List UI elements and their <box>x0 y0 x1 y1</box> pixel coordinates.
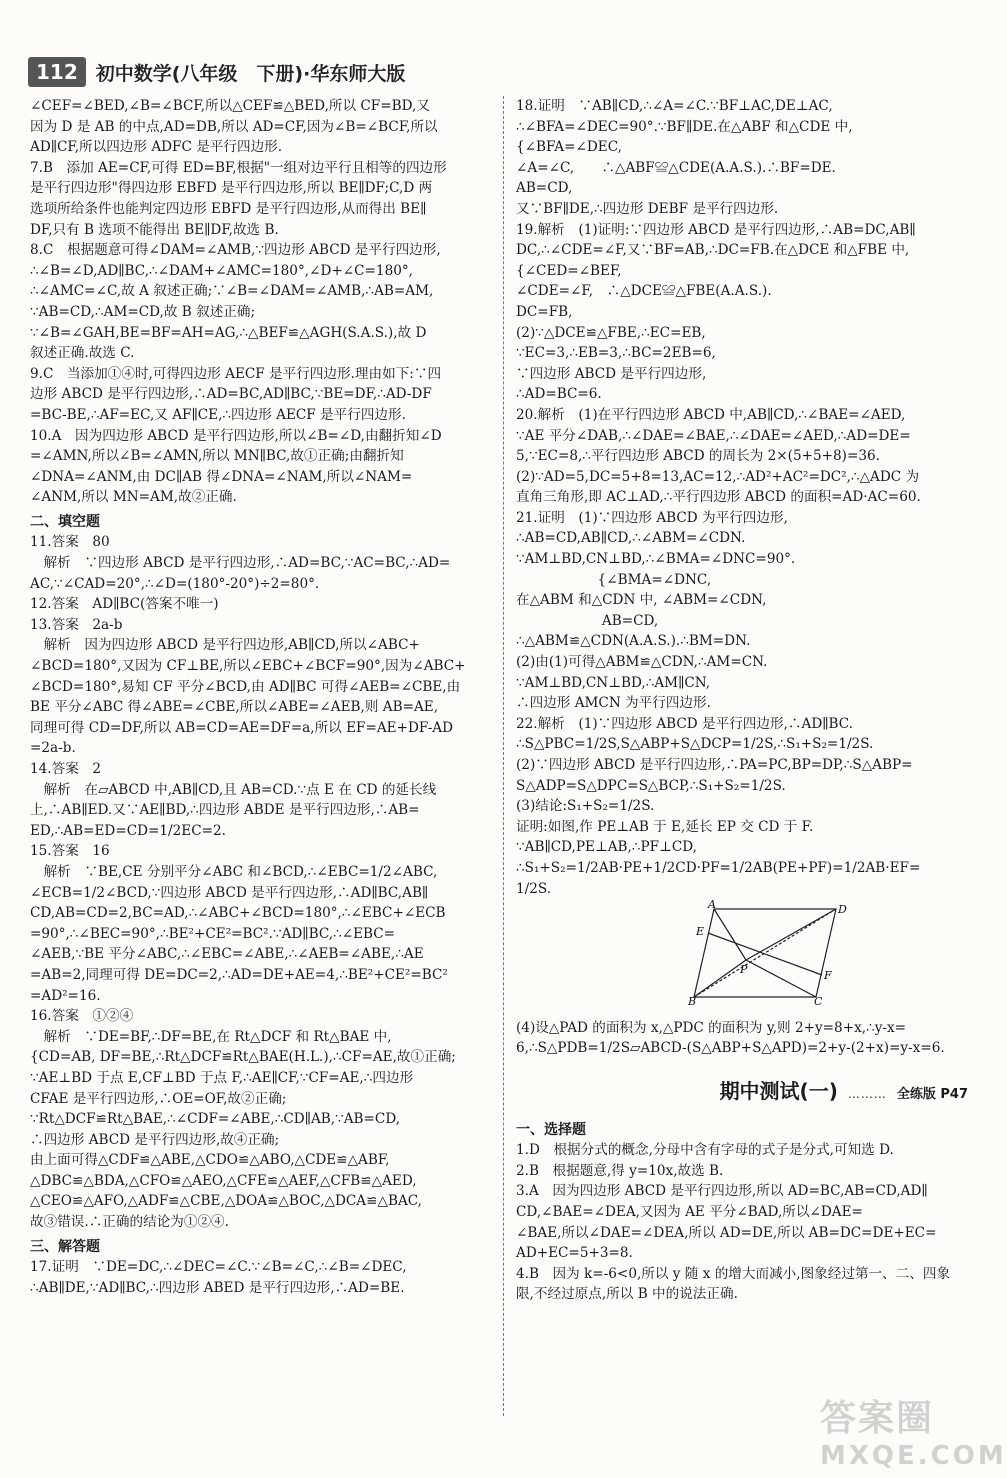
line-AP <box>714 909 746 960</box>
answer-line: ∴∠AMC=∠C,故 A 叙述正确;∵∠B=∠DAM=∠AMB,∴AB=AM, <box>30 283 434 300</box>
column-divider <box>503 96 504 1416</box>
answer-line: 6,∴S△PDB=1/2S▱ABCD-(S△ABP+S△APD)=2+y-(2+x)=y-x=6. <box>516 1040 945 1057</box>
answer-line: {∠BFA=∠DEC, <box>516 139 622 156</box>
answer-line: ∴AB∥DE,∵AD∥BC,∴四边形 ABED 是平行四边形,∴AD=BE. <box>30 1279 405 1296</box>
label-D: D <box>838 903 847 917</box>
answer-line: ∠DNA=∠ANM,由 DC∥AB 得∠DNA=∠NAM,所以∠NAM= <box>30 468 413 485</box>
answer-line: 9.C 当添加①④时,可得四边形 AECF 是平行四边形.理由如下:∵四 <box>30 365 442 382</box>
watermark-url: MXQE.COM <box>820 1441 1007 1471</box>
answer-line: 解析 因为四边形 ABCD 是平行四边形,AB∥CD,所以∠ABC+ <box>30 637 420 654</box>
answer-line: 4.B 因为 k=-6<0,所以 y 随 x 的增大而减小,图象经过第一、二、四象 <box>516 1265 951 1282</box>
answer-line: ∵∠B=∠GAH,BE=BF=AH=AG,∴△BEF≌△AGH(S.A.S.),故 D <box>30 324 427 341</box>
answer-line: ∵AE 平分∠DAB,∴∠DAE=∠BAE,∴∠DAE=∠AED,∴AD=DE= <box>516 427 911 444</box>
label-A: A <box>708 898 716 912</box>
answer-line: 由上面可得△CDF≌△ABE,△CDO≌△ABO,△CDE≌△ABF, <box>30 1152 390 1169</box>
test-section-header <box>516 1078 968 1106</box>
answer-line: {CD=AB, DF=BE,∴Rt△DCF≌Rt△BAE(H.L.),∴CF=AE,故①正确; <box>30 1049 456 1066</box>
answer-line: 20.解析 (1)在平行四边形 ABCD 中,AB∥CD,∴∠BAE=∠AED, <box>516 406 906 423</box>
book-title: 初中数学(八年级 下册)·华东师大版 <box>95 62 406 85</box>
answer-line: 因为 D 是 AB 的中点,AD=DB,所以 AD=CF,因为∠B=∠BCF,所以 <box>30 118 438 135</box>
answer-line: 15.答案 16 <box>30 843 110 860</box>
answer-line: ∠ECB=1/2∠BCD,∵四边形 ABCD 是平行四边形,∴AD∥BC,AB∥ <box>30 884 429 901</box>
answer-line: CD,AB=CD=2,BC=AD,∴∠ABC+∠BCD=180°,∴∠EBC+∠ECB <box>30 905 446 922</box>
answer-line: 一、选择题 <box>516 1121 586 1138</box>
answer-line: 限,不经过原点,所以 B 中的说法正确. <box>516 1286 738 1303</box>
answer-line: 16.答案 ①②④ <box>30 1008 134 1025</box>
answer-line: AD∥CF,所以四边形 ADFC 是平行四边形. <box>30 139 283 156</box>
answer-line: ∠CDE=∠F, ∴△DCE≌△FBE(A.A.S.). <box>516 283 772 300</box>
line-CP <box>746 960 816 997</box>
right-column-bottom <box>516 1120 968 1305</box>
answer-line: △DBC≌△BDA,△CFO≌△AEO,△CFE≌△AEF,△CFB≌△AED, <box>30 1172 417 1189</box>
answer-line: 13.答案 2a-b <box>30 616 123 633</box>
right-column-top <box>516 96 968 899</box>
answer-line: 1.D 根据分式的概念,分母中含有字母的式子是分式,可知选 D. <box>516 1142 894 1159</box>
answer-line: (2)∵△DCE≌△FBE,∴EC=EB, <box>516 324 706 341</box>
answer-line: 同理可得 CD=DF,所以 AB=CD=AE=DF=a,所以 EF=AE+DF-AD <box>30 719 454 736</box>
answer-line: 故③错误.∴正确的结论为①②④. <box>30 1214 229 1231</box>
answer-line: 14.答案 2 <box>30 761 102 777</box>
answer-line: 边形 ABCD 是平行四边形,∴AD=BC,AD∥BC,∵BE=DF,∴AD-DF <box>30 386 432 403</box>
answer-line: (3)结论:S₁+S₂=1/2S. <box>516 798 655 815</box>
answer-line: △CEO≌△AFO,△ADF≌△CBE,△DOA≌△BOC,△DCA≌△BAC, <box>30 1193 423 1210</box>
answer-line: S△ADP=S△DPC=S△BCP,∴S₁+S₂=1/2S. <box>516 777 786 794</box>
answer-line: CD,∠BAE=∠DEA,又因为 AE 平分∠BAD,所以∠DAE= <box>516 1203 863 1220</box>
answer-line: 21.证明 (1)∵四边形 ABCD 为平行四边形, <box>516 509 788 526</box>
answer-line: ∵AB∥CD,PE⊥AB,∴PF⊥CD, <box>516 839 697 856</box>
label-C: C <box>814 995 823 1009</box>
answer-line: (2)由(1)可得△ABM≌△CDN,∴AM=CN. <box>516 654 768 671</box>
answer-line: ∵四边形 ABCD 是平行四边形, <box>516 365 707 382</box>
answer-line: 17.证明 ∵DE=DC,∴∠DEC=∠C.∵∠B=∠C,∴∠B=∠DEC, <box>30 1259 407 1276</box>
answer-line: 选项所给条件也能判定四边形 EBFD 是平行四边形,从而得出 BE∥ <box>30 200 427 217</box>
answer-line: ∵AM⊥BD,CN⊥BD,∴∠BMA=∠DNC=90°. <box>516 551 796 568</box>
answer-line: ∴∠B=∠D,AD∥BC,∴∠DAM+∠AMC=180°,∠D+∠C=180°, <box>30 262 413 279</box>
answer-line: AB=CD, <box>516 612 659 629</box>
parallelogram-figure <box>686 898 856 1009</box>
answer-line: 解析 ∵DE=BF,∴DF=BE,在 Rt△DCF 和 Rt△BAE 中, <box>30 1028 392 1045</box>
answer-line: DC,∴∠CDE=∠F,又∵BF=AB,∴DC=FB.在△DCE 和△FBE 中, <box>516 242 910 259</box>
answer-line: =∠AMN,所以∠B=∠AMN,所以 MN∥BC,故①正确;由翻折知 <box>30 448 404 465</box>
answer-line: 叙述正确.故选 C. <box>30 345 135 362</box>
answer-line: =BC-BE,∴AF=EC,又 AF∥CE,∴四边形 AECF 是平行四边形. <box>30 406 406 423</box>
label-B: B <box>688 995 697 1009</box>
answer-line: 解析 在▱ABCD 中,AB∥CD,且 AB=CD.∵点 E 在 CD 的延长线 <box>30 781 437 798</box>
answer-line: ∴四边形 AMCN 为平行四边形. <box>516 695 711 712</box>
answer-line: ∴△ABM≌△CDN(A.A.S.).∴BM=DN. <box>516 633 751 650</box>
watermark-text: 答案圈 <box>820 1398 935 1439</box>
answer-line: 解析 ∵四边形 ABCD 是平行四边形,∴AD=BC,∵AC=BC,∴AD= <box>30 555 451 572</box>
answer-line: 11.答案 80 <box>30 534 110 551</box>
answer-line: 18.证明 ∵AB∥CD,∴∠A=∠C.∵BF⊥AC,DE⊥AC, <box>516 98 833 114</box>
label-F: F <box>824 969 832 983</box>
answer-line: ∠ANM,所以 MN=AM,故②正确. <box>30 489 237 506</box>
answer-line: ∴AB=CD,AB∥CD,∴∠ABM=∠CDN. <box>516 530 746 547</box>
answer-line: 10.A 因为四边形 ABCD 是平行四边形,所以∠B=∠D,由翻折知∠D <box>30 427 442 444</box>
answer-line: ∠AEB,∵BE 平分∠ABC,∴∠EBC=∠ABE,∴∠AEB=∠ABE,∴AE <box>30 946 424 963</box>
label-P: P <box>740 963 748 977</box>
answer-line: ∴AD=BC=6. <box>516 386 602 403</box>
answer-line: ∵AB=CD,∴AM=CD,故 B 叙述正确; <box>30 303 256 320</box>
answer-line: 19.解析 (1)证明:∵四边形 ABCD 是平行四边形,∴AB=DC,AB∥ <box>516 221 916 238</box>
answer-line: 1/2S. <box>516 880 552 897</box>
answer-line: 直角三角形,即 AC⊥AD,∴平行四边形 ABCD 的面积=AD·AC=60. <box>516 489 921 506</box>
answer-line: ∵Rt△DCF≌Rt△BAE,∴∠CDF=∠ABE,∴CD∥AB,∵AB=CD, <box>30 1111 401 1128</box>
answer-line: ∠A=∠C, ∴△ABF≌△CDE(A.A.S.).∴BF=DE. <box>516 159 836 176</box>
line-diagonal-BD <box>694 909 836 997</box>
answer-line: (2)∵四边形 ABCD 是平行四边形,∴PA=PC,BP=DP,∴S△ABP= <box>516 757 913 773</box>
answer-line: AD+EC=5+3=8. <box>516 1245 633 1262</box>
answer-line: 二、填空题 <box>30 513 100 530</box>
page-header <box>28 52 972 92</box>
left-column <box>30 96 488 1298</box>
answer-line: 7.B 添加 AE=CF,可得 ED=BF,根据"一组对边平行且相等的四边形 <box>30 159 447 176</box>
answer-line: 22.解析 (1)∵四边形 ABCD 是平行四边形,∴AD∥BC. <box>516 715 853 732</box>
answer-line: 又∵BF∥DE,∴四边形 DEBF 是平行四边形. <box>516 200 779 217</box>
answer-line: (2)∵AD=5,DC=5+8=13,AC=12,∴AD²+AC²=DC²,∴△ADC 为 <box>516 468 920 485</box>
line-BP <box>694 960 746 997</box>
answer-line: 在△ABM 和△CDN 中, ∠ABM=∠CDN, <box>516 592 767 609</box>
answer-line: AB=CD, <box>516 180 573 197</box>
answer-line: DC=FB, <box>516 303 573 320</box>
line-EF <box>708 933 822 975</box>
answer-line: {∠BMA=∠DNC, <box>516 571 712 588</box>
test-title: 期中测试(一) <box>719 1078 838 1103</box>
answer-line: =90°,∴∠BEC=90°,∴BE²+CE²=BC².∵AD∥BC,∴∠EBC= <box>30 925 396 942</box>
page-number: 112 <box>28 57 86 87</box>
test-dots: ……… <box>847 1086 887 1101</box>
answer-line: 是平行四边形"得四边形 EBFD 是平行四边形,所以 BE∥DF;C,D 两 <box>30 180 433 197</box>
answer-line: =AB=2,同理可得 DE=DC=2,∴AD=DE+AE=4,∴BE²+CE²=BC² <box>30 966 448 983</box>
answer-line: 解析 ∵BE,CE 分别平分∠ABC 和∠BCD,∴∠EBC=1/2∠ABC, <box>30 863 438 880</box>
test-page-ref: 全练版 P47 <box>896 1086 968 1102</box>
answer-line: =AD²=16. <box>30 987 101 1004</box>
answer-line: 证明:如图,作 PE⊥AB 于 E,延长 EP 交 CD 于 F. <box>516 818 814 835</box>
answer-line: CFAE 是平行四边形,∴OE=OF,故②正确; <box>30 1090 287 1107</box>
answer-line: ∵AE⊥BD 于点 E,CF⊥BD 于点 F,∴AE∥CF,∵CF=AE,∴四边形 <box>30 1069 414 1086</box>
answer-line: ∴S△PBC=1/2S,S△ABP+S△DCP=1/2S,∴S₁+S₂=1/2S. <box>516 736 874 753</box>
answer-line: AC,∵∠CAD=20°,∴∠D=(180°-20°)÷2=80°. <box>30 575 320 592</box>
answer-line: =2a-b. <box>30 740 76 757</box>
right-column <box>516 96 968 1305</box>
answer-line: ∵AM⊥BD,CN⊥BD,∴AM∥CN, <box>516 674 711 691</box>
answer-line: (4)设△PAD 的面积为 x,△PDC 的面积为 y,则 2+y=8+x,∴y-x= <box>516 1019 907 1036</box>
line-DP <box>746 909 836 960</box>
answer-line: 上,∴AB∥ED.又∵AE∥BD,∴四边形 ABDE 是平行四边形,∴AB= <box>30 802 420 819</box>
answer-line: ∵EC=3,∴EB=3,∴BC=2EB=6, <box>516 345 716 362</box>
answer-line: BE 平分∠ABC 得∠ABE=∠CBE,所以∠ABE=∠AEB,则 AB=AE, <box>30 699 439 716</box>
answer-line: {∠CED=∠BEF, <box>516 262 622 279</box>
answer-line: ∠BCD=180°,又因为 CF⊥BE,所以∠EBC+∠BCF=90°,因为∠ABC+ <box>30 658 466 675</box>
answer-line: 2.B 根据题意,得 y=10x,故选 B. <box>516 1162 724 1179</box>
answer-line: ED,∴AB=ED=CD=1/2EC=2. <box>30 822 226 839</box>
answer-line: ∠CEF=∠BED,∠B=∠BCF,所以△CEF≌△BED,所以 CF=BD,又 <box>30 98 430 114</box>
answer-line: 三、解答题 <box>30 1238 100 1255</box>
answer-line: 5,∵EC=8,∴平行四边形 ABCD 的周长为 2×(5+5+8)=36. <box>516 448 880 465</box>
answer-line: DF,只有 B 选项不能得出 BE∥DF,故选 B. <box>30 221 279 238</box>
answer-line: ∴∠BFA=∠DEC=90°.∵BF∥DE.在△ABF 和△CDE 中, <box>516 118 853 135</box>
watermark-logo <box>820 1390 1007 1472</box>
answer-line: ∠BCD=180°,易知 CF 平分∠BCD,由 AD∥BC 可得∠AEB=∠CBE,由 <box>30 678 461 695</box>
answer-line: ∴S₁+S₂=1/2AB·PE+1/2CD·PF=1/2AB(PE+PF)=1/2AB·EF= <box>516 859 921 876</box>
answer-line: 3.A 因为四边形 ABCD 是平行四边形,所以 AD=BC,AB=CD,AD∥ <box>516 1183 928 1200</box>
answer-line: 12.答案 AD∥BC(答案不唯一) <box>30 596 219 613</box>
answer-line: 8.C 根据题意可得∠DAM=∠AMB,∵四边形 ABCD 是平行四边形, <box>30 242 441 259</box>
label-E: E <box>696 925 705 939</box>
answer-line: ∴四边形 ABCD 是平行四边形,故④正确; <box>30 1131 280 1148</box>
right-column-after-figure <box>516 1018 968 1059</box>
answer-line: ∠BAE,所以∠DAE=∠DEA,所以 AD=DE,所以 AB=DC=DE+EC= <box>516 1224 937 1241</box>
